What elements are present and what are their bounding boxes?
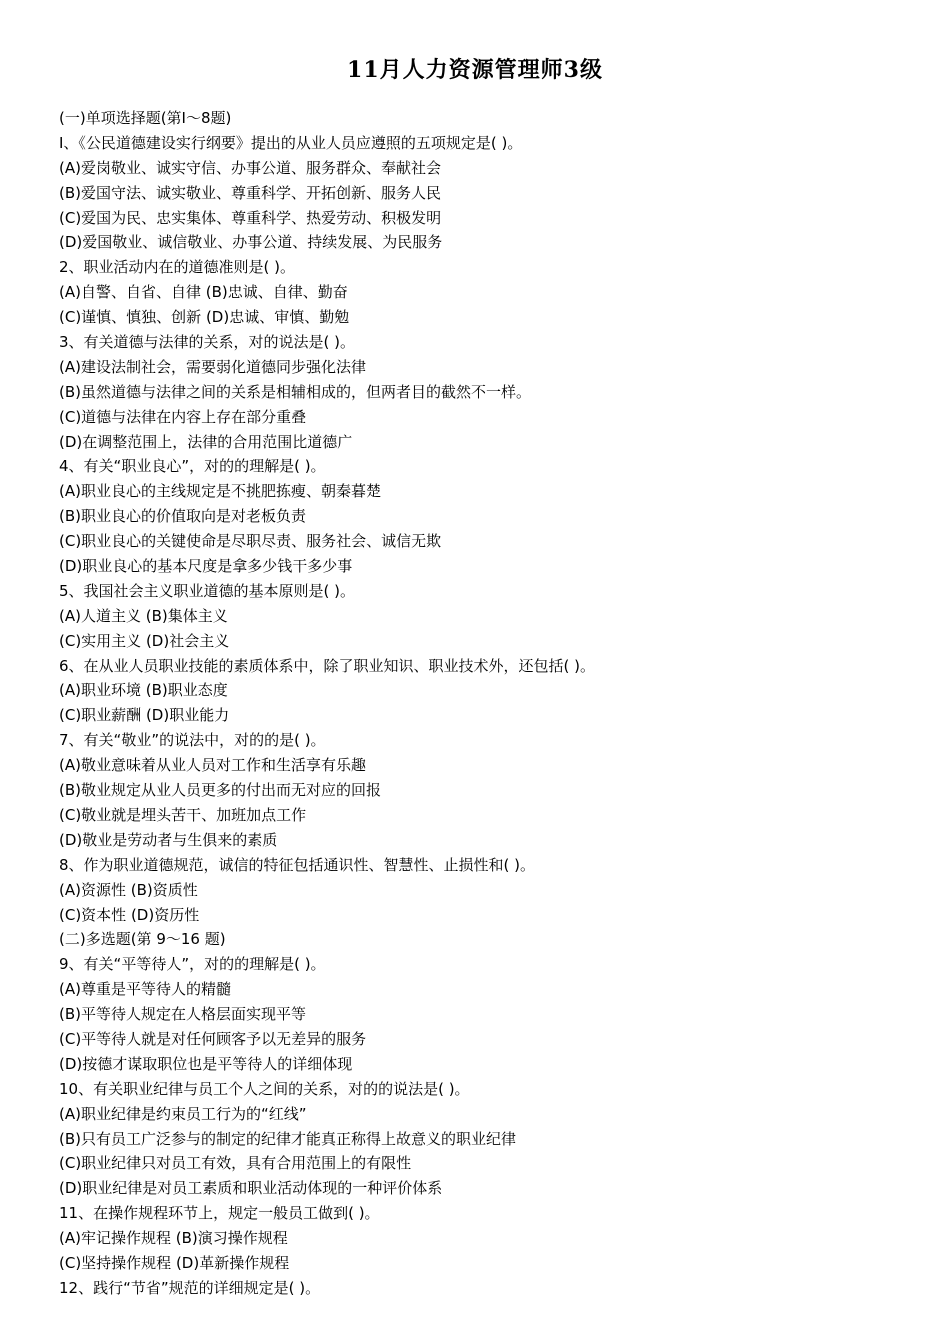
answer-option: (C)职业纪律只对员工有效，具有合用范围上的有限性 — [59, 1154, 412, 1173]
answer-option: (A)爱岗敬业、诚实守信、办事公道、服务群众、奉献社会 — [59, 158, 441, 177]
answer-option: (B)敬业规定从业人员更多的付出而无对应的回报 — [59, 781, 381, 800]
answer-option: (C)爱国为民、忠实集体、尊重科学、热爱劳动、积极发明 — [59, 208, 442, 227]
answer-option: (D)按德才谋取职位也是平等待人的详细体现 — [59, 1054, 353, 1073]
answer-option: (C)实用主义 (D)社会主义 — [59, 631, 230, 650]
answer-option: (A)尊重是平等待人的精髓 — [59, 980, 231, 999]
question-text: 10、有关职业纪律与员工个人之间的关系，对的的说法是( )。 — [59, 1079, 470, 1098]
question-text: 4、有关“职业良心”，对的的理解是( )。 — [59, 457, 326, 476]
answer-option: (C)职业良心的关键使命是尽职尽责、服务社会、诚信无欺 — [59, 532, 442, 551]
question-text: 5、我国社会主义职业道德的基本原则是( )。 — [59, 581, 356, 600]
answer-option: (D)职业纪律是对员工素质和职业活动体现的一种评价体系 — [59, 1179, 443, 1198]
answer-option: (A)职业良心的主线规定是不挑肥拣瘦、朝秦暮楚 — [59, 482, 381, 501]
section-heading: (二)多选题(第 9～16 题) — [59, 930, 226, 949]
answer-option: (C)职业薪酬 (D)职业能力 — [59, 706, 230, 725]
answer-option: (B)只有员工广泛参与的制定的纪律才能真正称得上故意义的职业纪律 — [59, 1129, 516, 1148]
answer-option: (B)平等待人规定在人格层面实现平等 — [59, 1005, 306, 1024]
question-text: 8、作为职业道德规范，诚信的特征包括通识性、智慧性、止损性和( )。 — [59, 855, 536, 874]
answer-option: (A)人道主义 (B)集体主义 — [59, 606, 228, 625]
question-text: 3、有关道德与法律的关系，对的说法是( )。 — [59, 333, 356, 352]
question-text: 7、有关“敬业”的说法中，对的的是( )。 — [59, 731, 326, 750]
answer-option: (A)职业环境 (B)职业态度 — [59, 681, 228, 700]
answer-option: (C)平等待人就是对任何顾客予以无差异的服务 — [59, 1029, 367, 1048]
question-text: 6、在从业人员职业技能的素质体系中，除了职业知识、职业技术外，还包括( )。 — [59, 656, 596, 675]
answer-option: (C)资本性 (D)资历性 — [59, 905, 200, 924]
answer-option: (D)敬业是劳动者与生俱来的素质 — [59, 830, 278, 849]
question-text: 12、践行“节省”规范的详细规定是( )。 — [59, 1278, 321, 1297]
answer-option: (D)在调整范围上，法律的合用范围比道德广 — [59, 432, 353, 451]
question-text: I、《公民道德建设实行纲要》提出的从业人员应遵照的五项规定是( )。 — [59, 133, 523, 152]
answer-option: (A)建设法制社会，需要弱化道德同步强化法律 — [59, 357, 366, 376]
answer-option: (B)虽然道德与法律之间的关系是相辅相成的，但两者目的截然不一样。 — [59, 382, 531, 401]
answer-option: (A)自警、自省、自律 (B)忠诚、自律、勤奋 — [59, 283, 348, 302]
answer-option: (D)职业良心的基本尺度是拿多少钱干多少事 — [59, 557, 353, 576]
document-body — [59, 106, 919, 1301]
question-text: 11、在操作规程环节上，规定一般员工做到( )。 — [59, 1204, 380, 1223]
answer-option: (C)敬业就是埋头苦干、加班加点工作 — [59, 805, 307, 824]
question-text: 2、职业活动内在的道德准则是( )。 — [59, 258, 296, 277]
answer-option: (A)资源性 (B)资质性 — [59, 880, 198, 899]
answer-option: (D)爱国敬业、诚信敬业、办事公道、持续发展、为民服务 — [59, 233, 443, 252]
answer-option: (C)谨慎、慎独、创新 (D)忠诚、审慎、勤勉 — [59, 308, 350, 327]
answer-option: (A)职业纪律是约束员工行为的“红线” — [59, 1104, 307, 1123]
section-heading: (一)单项选择题(第I～8题) — [59, 109, 232, 127]
answer-option: (A)牢记操作规程 (B)演习操作规程 — [59, 1229, 288, 1248]
answer-option: (A)敬业意味着从业人员对工作和生活享有乐趣 — [59, 756, 366, 775]
answer-option: (C)道德与法律在内容上存在部分重叠 — [59, 407, 307, 426]
document-title: 11月人力资源管理师3级 — [347, 57, 603, 83]
answer-option: (B)职业良心的价值取向是对老板负责 — [59, 507, 306, 526]
question-text: 9、有关“平等待人”，对的的理解是( )。 — [59, 955, 326, 974]
answer-option: (C)坚持操作规程 (D)革新操作规程 — [59, 1253, 290, 1272]
answer-option: (B)爱国守法、诚实敬业、尊重科学、开拓创新、服务人民 — [59, 183, 441, 202]
